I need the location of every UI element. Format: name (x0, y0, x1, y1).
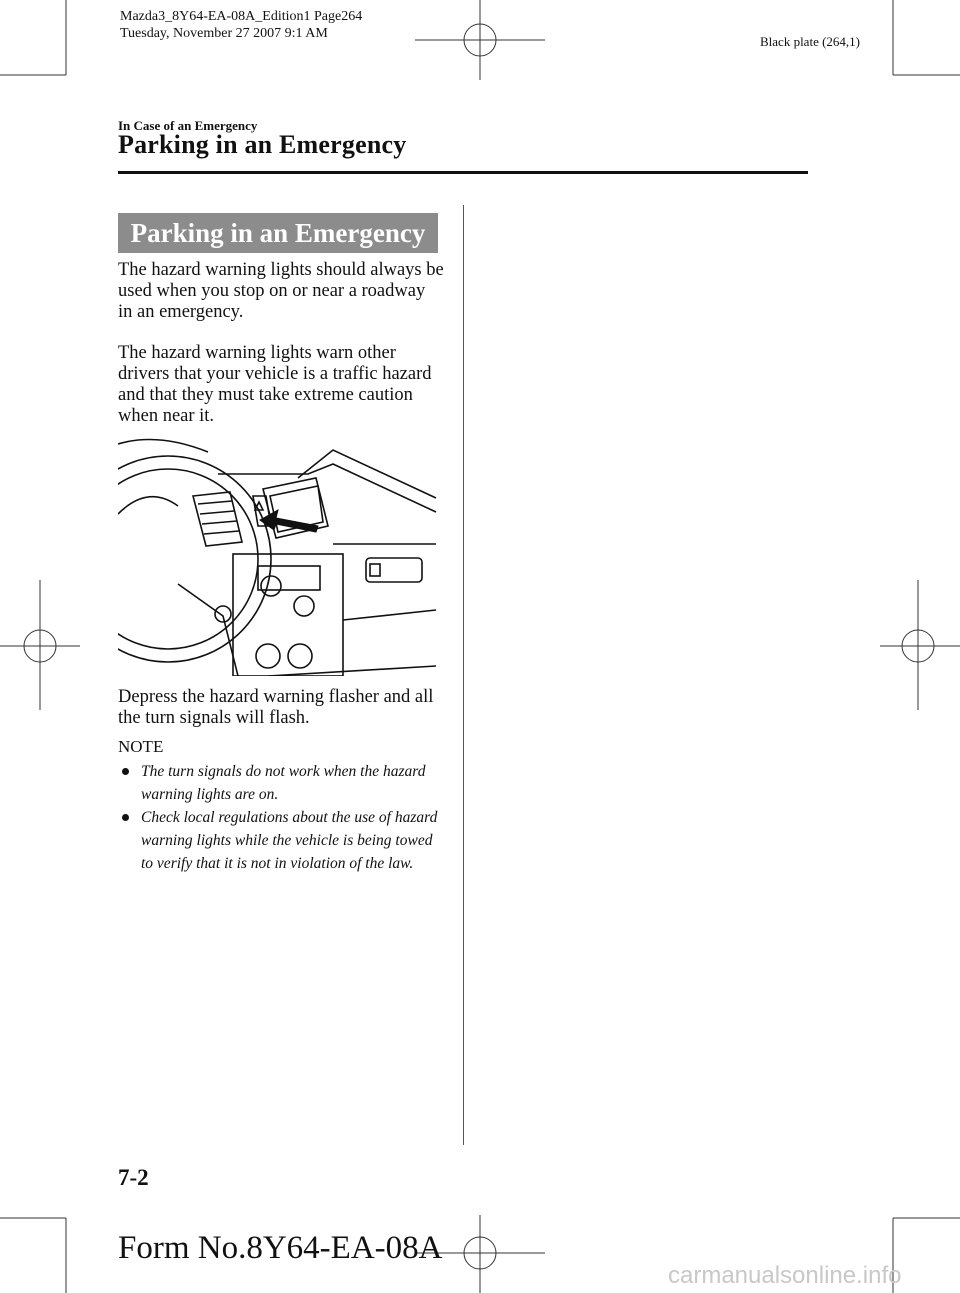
dashboard-illustration (118, 434, 438, 676)
section-name: In Case of an Emergency (118, 118, 258, 133)
note-item-text: Check local regulations about the use of hazard warning lights while the vehicle is being towed to verify that it is not in violation of the law. (141, 809, 438, 872)
print-slug (120, 8, 362, 42)
page-number: 7-2 (118, 1165, 149, 1190)
paragraph-2: The hazard warning lights warn other drivers that your vehicle is a traffic hazard and that they must take extreme caution when near it. (118, 343, 432, 426)
slug-line-1: Mazda3_8Y64-EA-08A_Edition1 Page264 (120, 9, 363, 24)
bullet-icon (122, 814, 129, 821)
note-item (118, 760, 448, 806)
form-number: Form No.8Y64-EA-08A (118, 1230, 443, 1266)
bullet-icon (122, 768, 129, 775)
note-item-text: The turn signals do not work when the hazard warning lights are on. (141, 763, 426, 803)
watermark: carmanualsonline.info (668, 1262, 902, 1289)
paragraph-3: Depress the hazard warning flasher and all the turn signals will flash. (118, 687, 434, 728)
note-list (118, 760, 448, 875)
note-heading: NOTE (118, 737, 164, 756)
title-rule (118, 171, 808, 174)
slug-line-2: Tuesday, November 27 2007 9:1 AM (120, 26, 328, 41)
column-divider (463, 205, 464, 1145)
note-item (118, 806, 448, 875)
plate-label: Black plate (264,1) (760, 34, 860, 49)
page-title: Parking in an Emergency (118, 130, 407, 159)
topic-banner: Parking in an Emergency (118, 213, 438, 253)
paragraph-1: The hazard warning lights should always be used when you stop on or near a roadway in an emergency. (118, 260, 444, 322)
